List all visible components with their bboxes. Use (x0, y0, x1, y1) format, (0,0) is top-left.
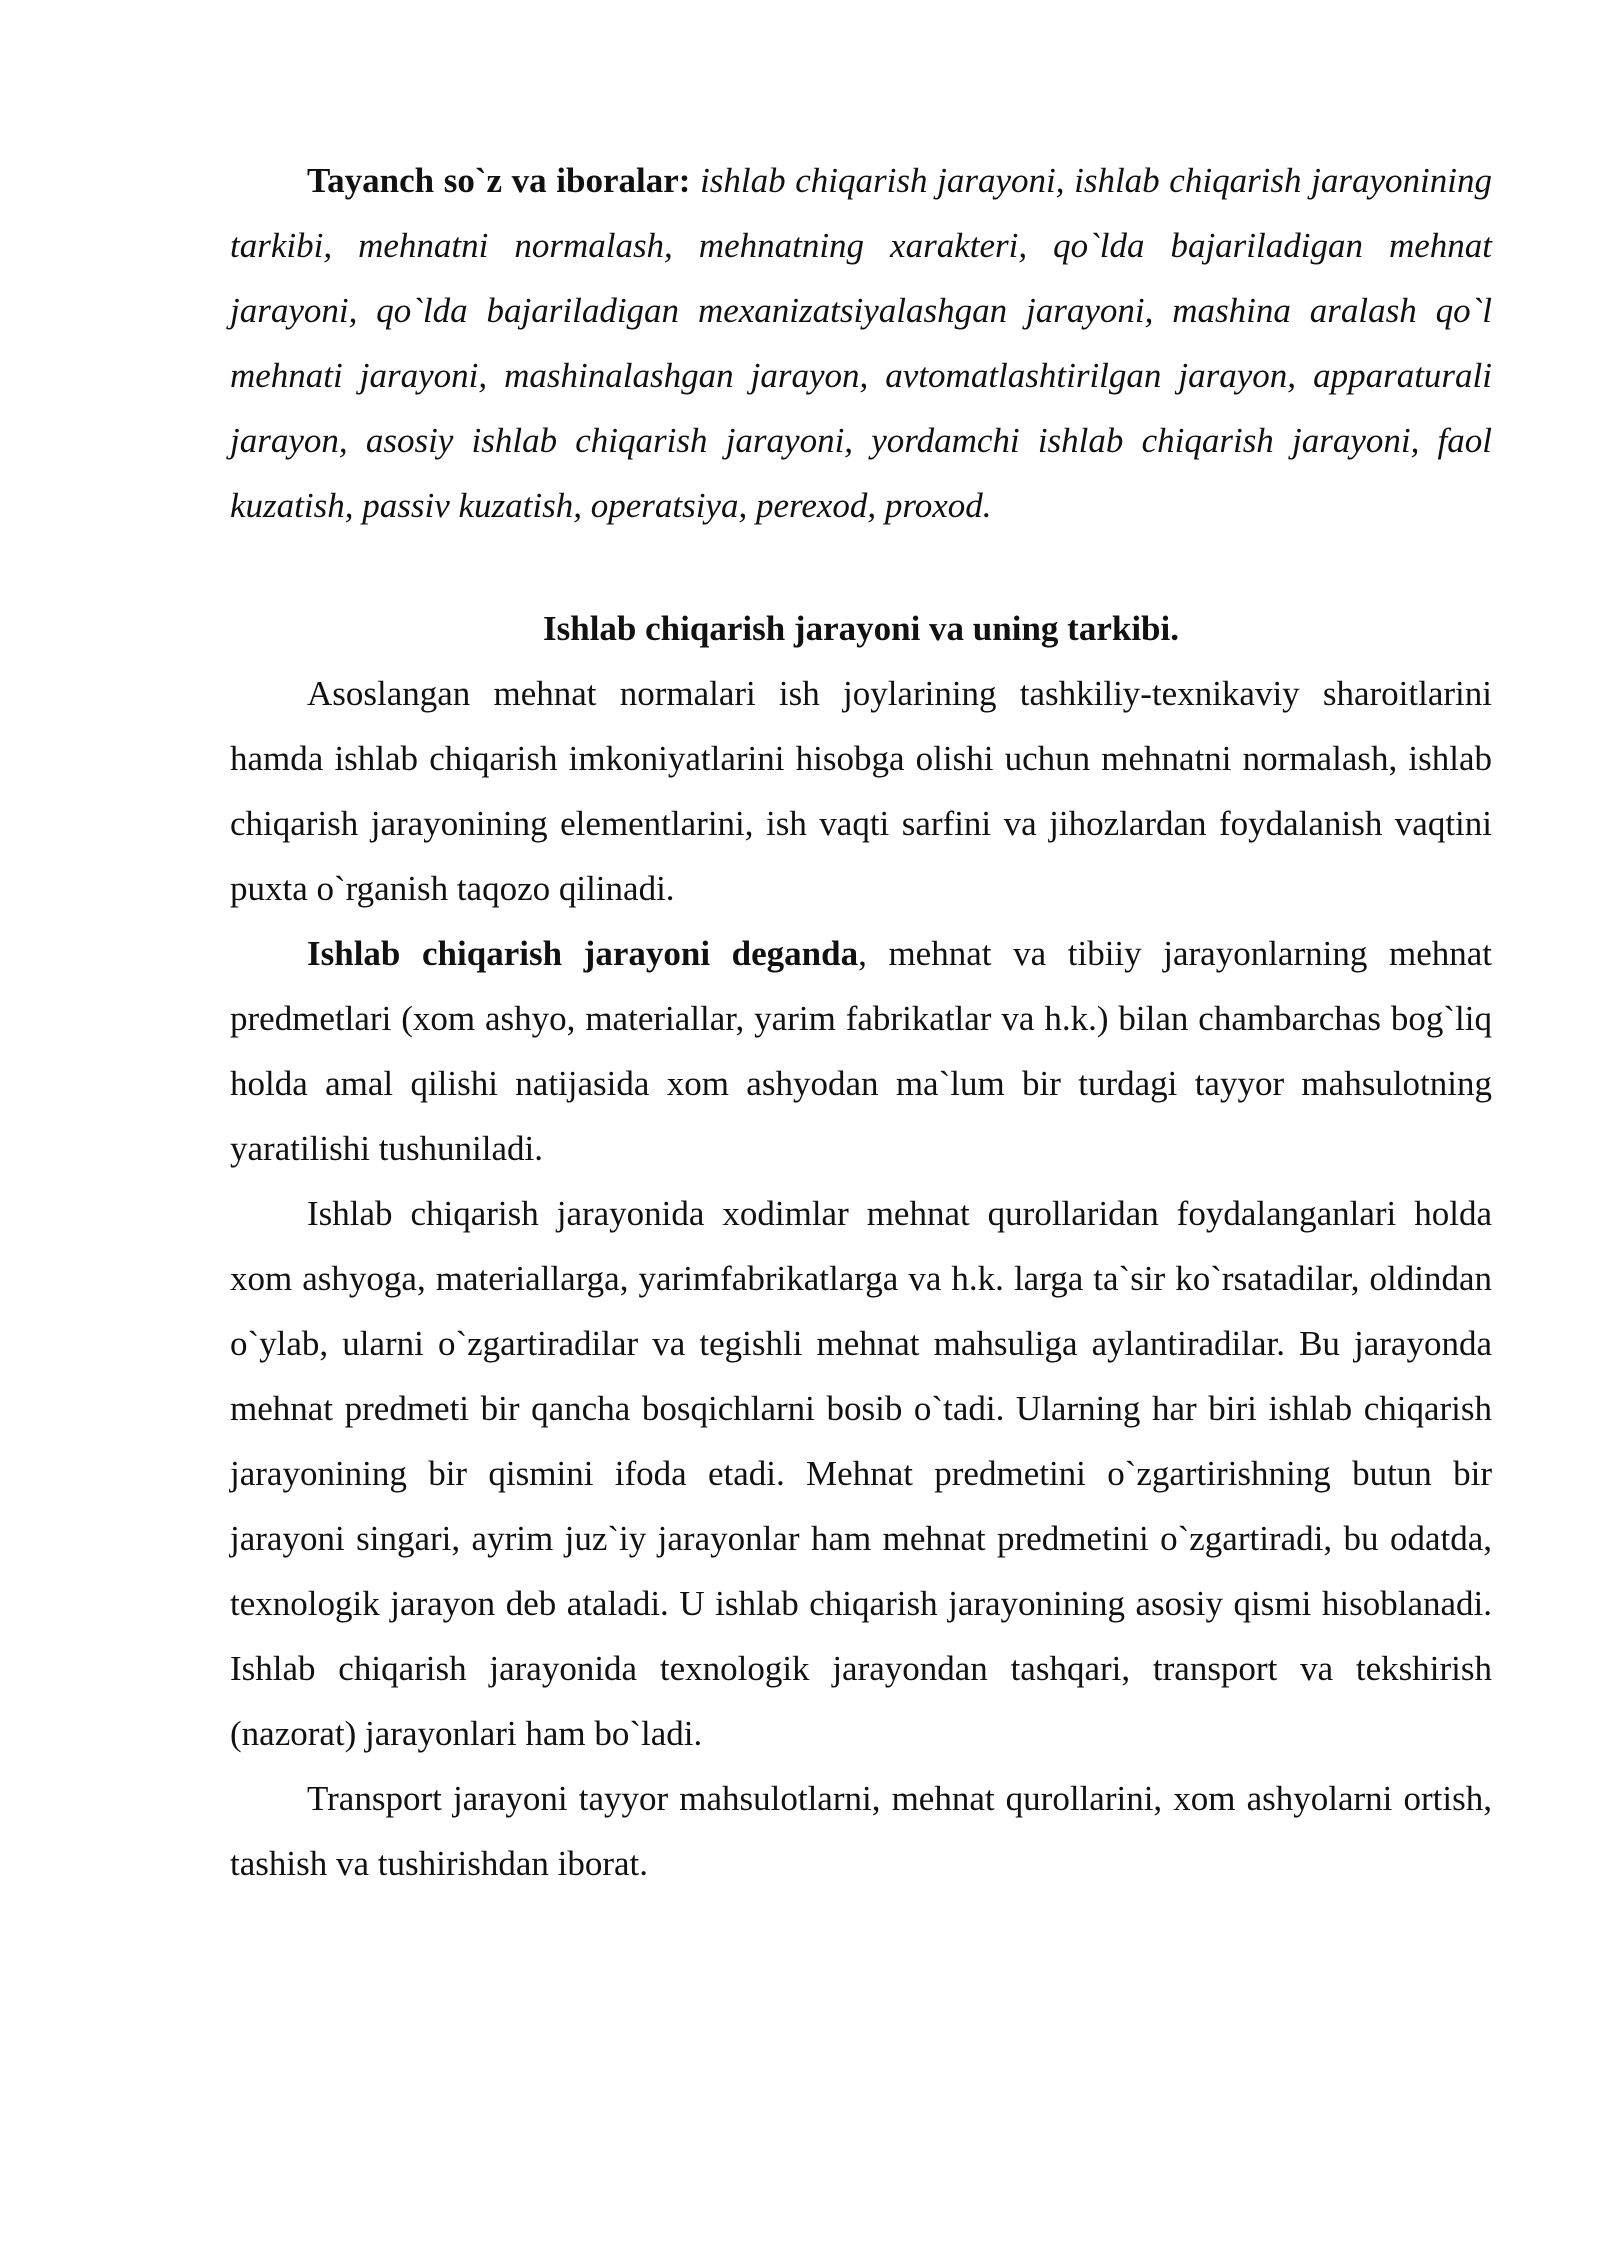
paragraph-3: Ishlab chiqarish jarayonida xodimlar mehnat qurollaridan foydalanganlari holda xom ashyoga, materiallarga, yarimfabrikatlarga va h.k. larga ta`sir ko`rsatadilar, oldindan o`ylab, ularni o`zgartiradilar va tegishli mehnat mahsuliga aylantiradilar. Bu jarayonda mehnat predmeti bir qancha bosqichlarni bosib o`tadi. Ularning har biri ishlab chiqarish jarayonining bir qismini ifoda etadi. Mehnat predmetini o`zgartirishning butun bir jarayoni singari, ayrim juz`iy jarayonlar ham mehnat predmetini o`zgartiradi, bu odatda, texnologik jarayon deb ataladi. U ishlab chiqarish jarayonining asosiy qismi hisoblanadi. Ishlab chiqarish jarayonida texnologik jarayondan tashqari, transport va tekshirish (nazorat) jarayonlari ham bo`ladi. (230, 1194, 1492, 1753)
document-page (230, 148, 1492, 1896)
keywords-paragraph (230, 148, 1492, 538)
paragraph-2-lead: Ishlab chiqarish jarayoni deganda (307, 934, 859, 973)
paragraph-1: Asoslangan mehnat normalari ish joylarining tashkiliy-texnikaviy sharoitlarini hamda ishlab chiqarish imkoniyatlarini hisobga olishi uchun mehnatni normalash, ishlab chiqarish jarayonining elementlarini, ish vaqti sarfini va jihozlardan foydalanish vaqtini puxta o`rganish taqozo qilinadi. (230, 674, 1492, 908)
keywords-heading: Tayanch so`z va iboralar: (307, 161, 691, 200)
paragraph-2-rest: , mehnat va tibiiy jarayonlarning mehnat predmetlari (xom ashyo, materiallar, yarim fabrikatlar va h.k.) bilan chambarchas bog`liq holda amal qilishi natijasida xom ashyodan ma`lum bir turdagi tayyor mahsulotning yaratilishi tushuniladi. (230, 934, 1492, 1168)
paragraph-4: Transport jarayoni tayyor mahsulotlarni, mehnat qurollarini, xom ashyolarni ortish, tashish va tushirishdan iborat. (230, 1779, 1492, 1883)
paragraph-2 (230, 921, 1492, 1181)
section-title: Ishlab chiqarish jarayoni va uning tarkibi. (543, 609, 1179, 648)
keywords-text: ishlab chiqarish jarayoni, ishlab chiqarish jarayonining tarkibi, mehnatni normalash, mehnatning xarakteri, qo`lda bajariladigan mehnat jarayoni, qo`lda bajariladigan mexanizatsiyalashgan jarayoni, mashina aralash qo`l mehnati jarayoni, mashinalashgan jarayon, avtomatlashtirilgan jarayon, apparaturali jarayon, asosiy ishlab chiqarish jarayoni, yordamchi ishlab chiqarish jarayoni, faol kuzatish, passiv kuzatish, operatsiya, perexod, proxod. (230, 161, 1492, 525)
